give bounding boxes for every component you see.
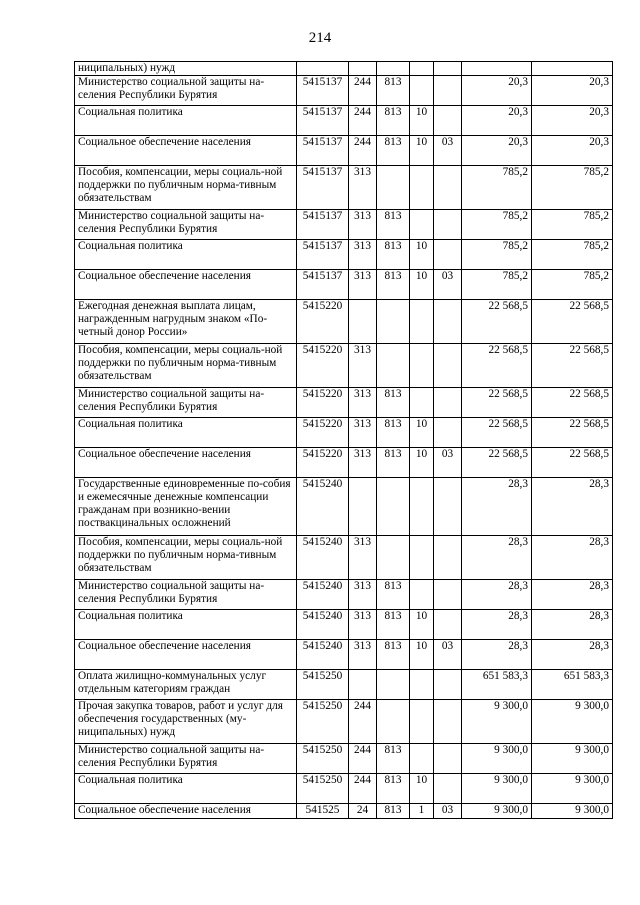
row-administrator-cell — [377, 478, 410, 536]
row-amount-1-cell: 22 568,5 — [462, 388, 532, 418]
table-row — [75, 700, 613, 744]
table-row — [75, 478, 613, 536]
row-amount-2-cell: 785,2 — [532, 240, 613, 270]
row-section-cell: 10 — [410, 240, 434, 270]
row-amount-1-cell: 785,2 — [462, 240, 532, 270]
row-expense-type-cell: 313 — [349, 536, 377, 580]
row-section-cell: 10 — [410, 136, 434, 166]
row-amount-2-cell: 9 300,0 — [532, 804, 613, 819]
row-administrator-cell: 813 — [377, 610, 410, 640]
row-section-cell — [410, 744, 434, 774]
row-amount-2-cell: 22 568,5 — [532, 300, 613, 344]
row-section-cell: 10 — [410, 610, 434, 640]
row-administrator-cell: 813 — [377, 418, 410, 448]
row-expense-type-cell: 313 — [349, 270, 377, 300]
row-amount-2-cell: 28,3 — [532, 610, 613, 640]
row-section-cell — [410, 76, 434, 106]
row-amount-2-cell: 9 300,0 — [532, 774, 613, 804]
row-expense-type-cell: 313 — [349, 448, 377, 478]
row-section-cell — [410, 166, 434, 210]
row-section-cell: 10 — [410, 448, 434, 478]
row-expense-type-cell: 313 — [349, 610, 377, 640]
row-amount-2-cell: 22 568,5 — [532, 344, 613, 388]
row-expense-type-cell: 244 — [349, 774, 377, 804]
row-administrator-cell: 813 — [377, 76, 410, 106]
row-subsection-cell: 03 — [434, 270, 462, 300]
row-name-cell: ниципальных) нужд — [75, 62, 297, 76]
row-subsection-cell — [434, 388, 462, 418]
row-amount-2-cell: 20,3 — [532, 136, 613, 166]
row-amount-1-cell: 28,3 — [462, 640, 532, 670]
row-section-cell — [410, 670, 434, 700]
row-name-cell: Социальное обеспечение населения — [75, 270, 297, 300]
row-name-cell: Оплата жилищно-коммунальных услуг отдельным категориям граждан — [75, 670, 297, 700]
row-target-code-cell: 5415250 — [297, 670, 349, 700]
table-row — [75, 76, 613, 106]
table-row — [75, 300, 613, 344]
row-amount-1-cell: 28,3 — [462, 610, 532, 640]
table-row — [75, 106, 613, 136]
row-amount-1-cell: 9 300,0 — [462, 744, 532, 774]
row-amount-1-cell: 28,3 — [462, 580, 532, 610]
row-amount-1-cell: 785,2 — [462, 210, 532, 240]
row-subsection-cell — [434, 700, 462, 744]
row-section-cell — [410, 388, 434, 418]
row-expense-type-cell: 313 — [349, 240, 377, 270]
row-amount-1-cell: 651 583,3 — [462, 670, 532, 700]
row-name-cell: Государственные единовременные по-собия и ежемесячные денежные компенсации гражданам при возникно-вении поствакцинальных осложнений — [75, 478, 297, 536]
row-amount-2-cell: 22 568,5 — [532, 448, 613, 478]
row-subsection-cell — [434, 580, 462, 610]
row-section-cell: 10 — [410, 774, 434, 804]
row-target-code-cell: 5415220 — [297, 300, 349, 344]
row-amount-1-cell: 9 300,0 — [462, 700, 532, 744]
row-subsection-cell — [434, 536, 462, 580]
row-expense-type-cell: 313 — [349, 166, 377, 210]
row-target-code-cell: 5415220 — [297, 388, 349, 418]
row-section-cell — [410, 536, 434, 580]
table-row — [75, 166, 613, 210]
row-section-cell: 10 — [410, 640, 434, 670]
row-target-code-cell: 5415137 — [297, 270, 349, 300]
page-number: 214 — [308, 30, 332, 46]
row-amount-2-cell — [532, 62, 613, 76]
row-subsection-cell — [434, 76, 462, 106]
row-section-cell — [410, 300, 434, 344]
row-target-code-cell: 5415220 — [297, 344, 349, 388]
row-administrator-cell: 813 — [377, 210, 410, 240]
table-row — [75, 344, 613, 388]
row-name-cell: Социальная политика — [75, 418, 297, 448]
row-administrator-cell: 813 — [377, 744, 410, 774]
row-amount-2-cell: 28,3 — [532, 640, 613, 670]
row-name-cell: Социальная политика — [75, 240, 297, 270]
row-name-cell: Социальное обеспечение населения — [75, 136, 297, 166]
row-amount-1-cell: 785,2 — [462, 270, 532, 300]
row-subsection-cell — [434, 62, 462, 76]
row-administrator-cell: 813 — [377, 640, 410, 670]
row-amount-1-cell: 20,3 — [462, 76, 532, 106]
row-target-code-cell: 5415250 — [297, 744, 349, 774]
row-target-code-cell: 541525 — [297, 804, 349, 819]
row-target-code-cell: 5415137 — [297, 136, 349, 166]
row-expense-type-cell — [349, 670, 377, 700]
row-target-code-cell: 5415240 — [297, 478, 349, 536]
row-target-code-cell: 5415137 — [297, 240, 349, 270]
row-amount-2-cell: 651 583,3 — [532, 670, 613, 700]
row-target-code-cell: 5415137 — [297, 76, 349, 106]
row-administrator-cell: 813 — [377, 270, 410, 300]
row-administrator-cell: 813 — [377, 136, 410, 166]
row-amount-2-cell: 22 568,5 — [532, 418, 613, 448]
row-expense-type-cell: 313 — [349, 418, 377, 448]
row-administrator-cell — [377, 62, 410, 76]
row-name-cell: Министерство социальной защиты на-селения Республики Бурятия — [75, 388, 297, 418]
row-amount-1-cell: 22 568,5 — [462, 448, 532, 478]
row-section-cell — [410, 62, 434, 76]
row-name-cell: Социальное обеспечение населения — [75, 448, 297, 478]
row-amount-2-cell: 20,3 — [532, 76, 613, 106]
row-expense-type-cell: 244 — [349, 136, 377, 166]
table-row — [75, 610, 613, 640]
row-administrator-cell: 813 — [377, 804, 410, 819]
row-expense-type-cell: 244 — [349, 106, 377, 136]
row-amount-1-cell: 22 568,5 — [462, 344, 532, 388]
row-amount-2-cell: 28,3 — [532, 478, 613, 536]
row-amount-1-cell: 22 568,5 — [462, 418, 532, 448]
row-amount-1-cell: 20,3 — [462, 106, 532, 136]
row-administrator-cell: 813 — [377, 580, 410, 610]
row-amount-2-cell: 9 300,0 — [532, 700, 613, 744]
row-administrator-cell: 813 — [377, 388, 410, 418]
row-expense-type-cell: 244 — [349, 744, 377, 774]
table-row — [75, 536, 613, 580]
row-name-cell: Министерство социальной защиты на-селения Республики Бурятия — [75, 210, 297, 240]
row-target-code-cell — [297, 62, 349, 76]
row-section-cell: 1 — [410, 804, 434, 819]
row-subsection-cell — [434, 610, 462, 640]
row-section-cell: 10 — [410, 270, 434, 300]
row-amount-1-cell: 20,3 — [462, 136, 532, 166]
row-subsection-cell: 03 — [434, 804, 462, 819]
row-administrator-cell — [377, 536, 410, 580]
row-name-cell: Министерство социальной защиты на-селения Республики Бурятия — [75, 76, 297, 106]
row-target-code-cell: 5415240 — [297, 580, 349, 610]
table-row — [75, 136, 613, 166]
row-administrator-cell — [377, 344, 410, 388]
row-expense-type-cell: 313 — [349, 388, 377, 418]
row-subsection-cell — [434, 106, 462, 136]
row-name-cell: Пособия, компенсации, меры социаль-ной поддержки по публичным норма-тивным обязательствам — [75, 344, 297, 388]
row-name-cell: Социальное обеспечение населения — [75, 804, 297, 819]
row-expense-type-cell: 313 — [349, 344, 377, 388]
row-amount-2-cell: 22 568,5 — [532, 388, 613, 418]
row-name-cell: Ежегодная денежная выплата лицам, награжденным нагрудным знаком «По-четный донор России» — [75, 300, 297, 344]
row-section-cell — [410, 478, 434, 536]
row-expense-type-cell: 244 — [349, 76, 377, 106]
row-subsection-cell — [434, 240, 462, 270]
row-target-code-cell: 5415137 — [297, 210, 349, 240]
budget-table-body — [75, 62, 613, 819]
row-subsection-cell: 03 — [434, 640, 462, 670]
row-target-code-cell: 5415240 — [297, 640, 349, 670]
row-target-code-cell: 5415137 — [297, 106, 349, 136]
table-row — [75, 804, 613, 819]
row-name-cell: Министерство социальной защиты на-селения Республики Бурятия — [75, 580, 297, 610]
table-row — [75, 418, 613, 448]
row-section-cell — [410, 700, 434, 744]
row-amount-2-cell: 20,3 — [532, 106, 613, 136]
row-amount-1-cell: 9 300,0 — [462, 774, 532, 804]
row-section-cell: 10 — [410, 106, 434, 136]
row-amount-1-cell: 22 568,5 — [462, 300, 532, 344]
row-section-cell — [410, 344, 434, 388]
budget-table — [74, 61, 613, 819]
table-row — [75, 744, 613, 774]
row-subsection-cell — [434, 166, 462, 210]
row-amount-2-cell: 9 300,0 — [532, 744, 613, 774]
row-expense-type-cell: 244 — [349, 700, 377, 744]
row-name-cell: Пособия, компенсации, меры социаль-ной поддержки по публичным норма-тивным обязательствам — [75, 536, 297, 580]
table-row — [75, 670, 613, 700]
row-expense-type-cell — [349, 300, 377, 344]
row-subsection-cell — [434, 300, 462, 344]
row-subsection-cell — [434, 344, 462, 388]
row-section-cell: 10 — [410, 418, 434, 448]
row-name-cell: Социальная политика — [75, 610, 297, 640]
row-amount-1-cell: 9 300,0 — [462, 804, 532, 819]
row-target-code-cell: 5415240 — [297, 536, 349, 580]
row-name-cell: Социальная политика — [75, 774, 297, 804]
table-row — [75, 388, 613, 418]
row-target-code-cell: 5415250 — [297, 700, 349, 744]
row-subsection-cell — [434, 418, 462, 448]
row-target-code-cell: 5415240 — [297, 610, 349, 640]
table-row — [75, 774, 613, 804]
table-row — [75, 62, 613, 76]
row-amount-2-cell: 785,2 — [532, 166, 613, 210]
row-amount-1-cell: 785,2 — [462, 166, 532, 210]
row-expense-type-cell — [349, 478, 377, 536]
row-expense-type-cell: 24 — [349, 804, 377, 819]
row-subsection-cell: 03 — [434, 448, 462, 478]
row-name-cell: Пособия, компенсации, меры социаль-ной поддержки по публичным норма-тивным обязательствам — [75, 166, 297, 210]
row-name-cell: Социальное обеспечение населения — [75, 640, 297, 670]
row-amount-1-cell: 28,3 — [462, 536, 532, 580]
row-name-cell: Социальная политика — [75, 106, 297, 136]
row-administrator-cell — [377, 166, 410, 210]
row-administrator-cell: 813 — [377, 106, 410, 136]
table-row — [75, 448, 613, 478]
row-section-cell — [410, 210, 434, 240]
row-target-code-cell: 5415250 — [297, 774, 349, 804]
table-row — [75, 240, 613, 270]
row-amount-2-cell: 785,2 — [532, 270, 613, 300]
row-target-code-cell: 5415137 — [297, 166, 349, 210]
row-subsection-cell — [434, 210, 462, 240]
row-administrator-cell: 813 — [377, 240, 410, 270]
row-subsection-cell — [434, 670, 462, 700]
row-amount-1-cell: 28,3 — [462, 478, 532, 536]
row-expense-type-cell — [349, 62, 377, 76]
row-administrator-cell — [377, 700, 410, 744]
row-administrator-cell: 813 — [377, 448, 410, 478]
row-subsection-cell — [434, 478, 462, 536]
row-amount-2-cell: 28,3 — [532, 580, 613, 610]
row-administrator-cell — [377, 670, 410, 700]
row-name-cell: Прочая закупка товаров, работ и услуг для обеспечения государственных (му-ниципальных) нужд — [75, 700, 297, 744]
row-name-cell: Министерство социальной защиты на-селения Республики Бурятия — [75, 744, 297, 774]
row-amount-2-cell: 785,2 — [532, 210, 613, 240]
table-row — [75, 210, 613, 240]
row-amount-1-cell — [462, 62, 532, 76]
row-target-code-cell: 5415220 — [297, 448, 349, 478]
row-subsection-cell — [434, 744, 462, 774]
row-subsection-cell — [434, 774, 462, 804]
row-subsection-cell: 03 — [434, 136, 462, 166]
row-section-cell — [410, 580, 434, 610]
row-target-code-cell: 5415220 — [297, 418, 349, 448]
row-administrator-cell — [377, 300, 410, 344]
table-row — [75, 640, 613, 670]
row-expense-type-cell: 313 — [349, 210, 377, 240]
row-expense-type-cell: 313 — [349, 580, 377, 610]
table-row — [75, 580, 613, 610]
table-row — [75, 270, 613, 300]
row-expense-type-cell: 313 — [349, 640, 377, 670]
row-amount-2-cell: 28,3 — [532, 536, 613, 580]
row-administrator-cell: 813 — [377, 774, 410, 804]
